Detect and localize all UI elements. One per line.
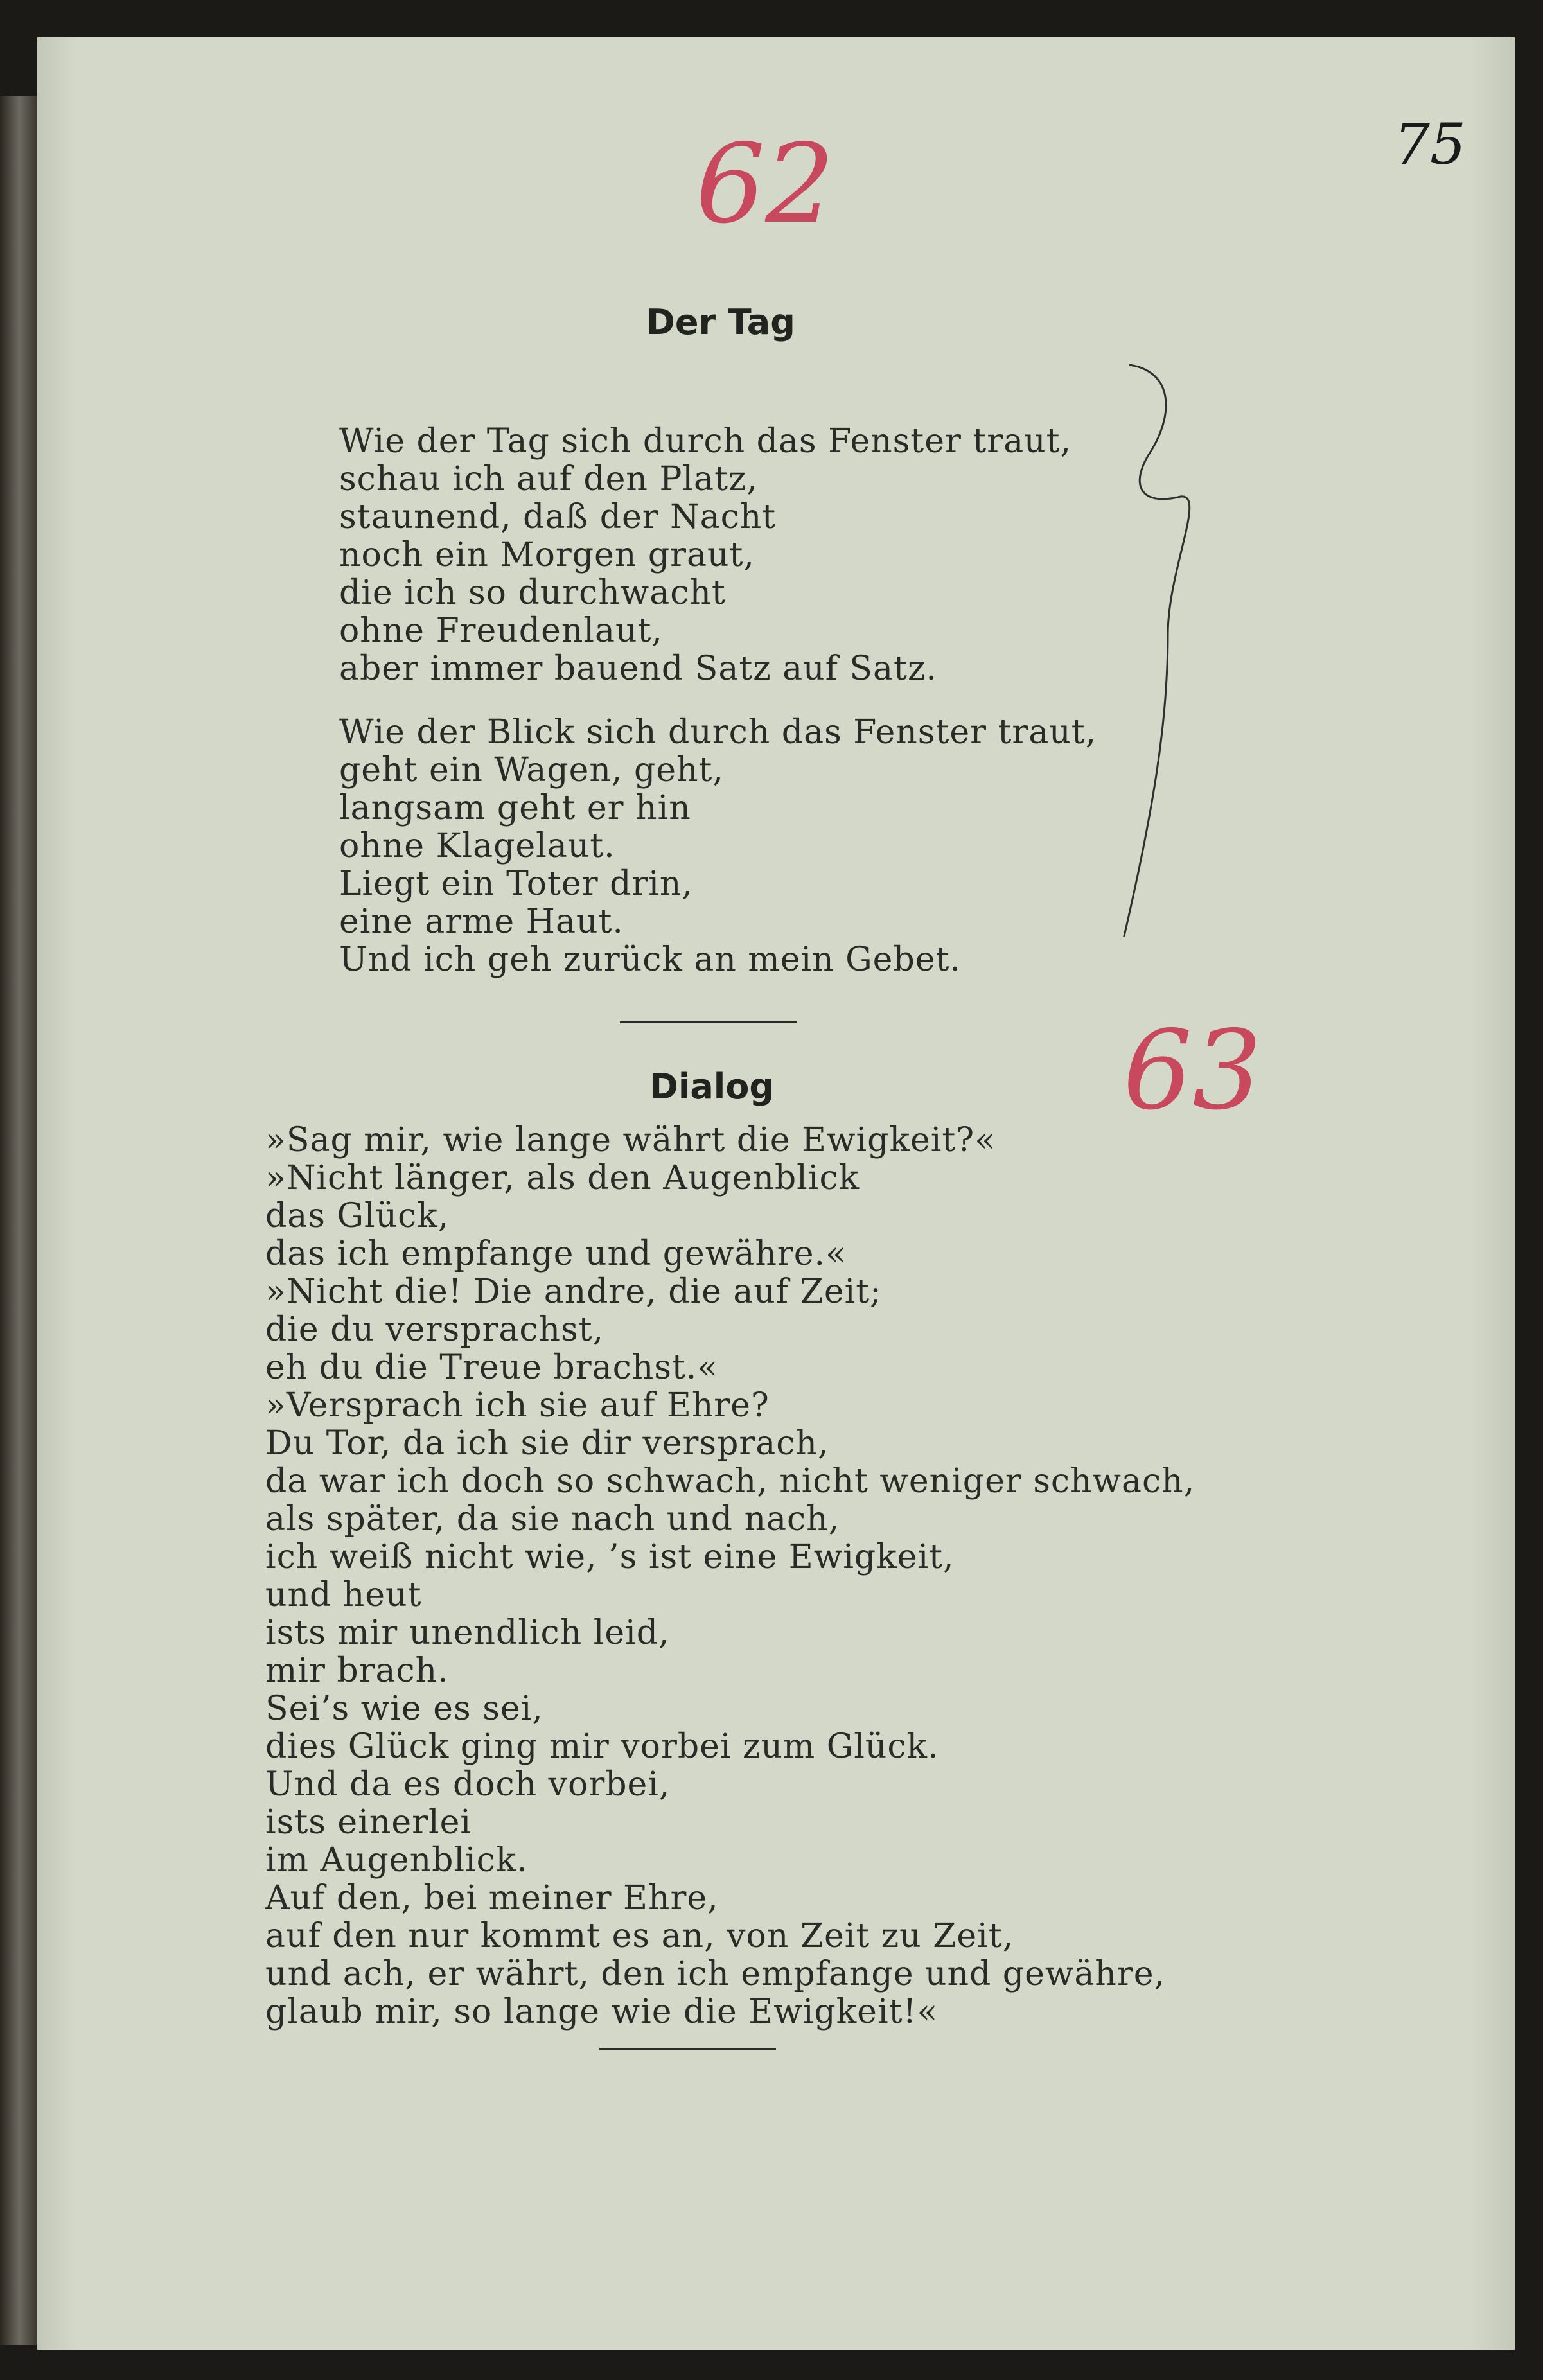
der-tag-line: ohne Klagelaut. [339,827,615,865]
der-tag-line: die ich so durchwacht [339,574,726,612]
der-tag-line: geht ein Wagen, geht, [339,751,724,789]
pencil-bracket-mark [1104,358,1232,937]
dialog-line: »Nicht die! Die andre, die auf Zeit; [265,1273,882,1311]
dialog-line: ich weiß nicht wie, ’s ist eine Ewigkeit, [265,1538,955,1576]
poem-title-dialog: Dialog [649,1066,775,1107]
dialog-line: und ach, er währt, den ich empfange und gewähre, [265,1955,1166,1993]
dialog-line: ists mir unendlich leid, [265,1614,670,1652]
handwritten-page-number: 75 [1394,111,1466,177]
der-tag-line: Wie der Blick sich durch das Fenster traut, [339,713,1097,752]
dialog-line: Du Tor, da ich sie dir versprach, [265,1424,829,1463]
dialog-line: dies Glück ging mir vorbei zum Glück. [265,1727,939,1766]
der-tag-line: Liegt ein Toter drin, [339,865,693,903]
dialog-line: mir brach. [265,1652,449,1690]
der-tag-line: eine arme Haut. [339,903,624,941]
der-tag-line: Und ich geh zurück an mein Gebet. [339,940,961,979]
poem-der-tag [339,423,1097,979]
der-tag-line: noch ein Morgen graut, [339,536,755,574]
dialog-line: und heut [265,1576,422,1614]
dialog-line: auf den nur kommt es an, von Zeit zu Zeit, [265,1917,1014,1955]
dialog-line: eh du die Treue brachst.« [265,1348,719,1387]
der-tag-line: langsam geht er hin [339,789,691,827]
dialog-line: »Nicht länger, als den Augenblick [265,1159,860,1197]
dialog-line: Sei’s wie es sei, [265,1689,543,1728]
dialog-line: ists einerlei [265,1803,472,1842]
der-tag-line: ohne Freudenlaut, [339,612,663,650]
section-divider-1 [620,1021,797,1023]
dialog-line: »Sag mir, wie lange währt die Ewigkeit?« [265,1121,996,1159]
der-tag-line: schau ich auf den Platz, [339,460,758,498]
dialog-line: glaub mir, so lange wie die Ewigkeit!« [265,1993,939,2031]
poem-title-der-tag: Der Tag [646,302,795,342]
red-pencil-number-mid: 63 [1123,1007,1262,1134]
paper-page [37,37,1515,2350]
der-tag-line: aber immer bauend Satz auf Satz. [339,649,937,688]
dialog-line: die du versprachst, [265,1310,604,1349]
dialog-line: das Glück, [265,1197,450,1235]
red-pencil-number-top: 62 [696,121,835,248]
book-spine [0,96,37,2345]
der-tag-line: staunend, daß der Nacht [339,498,777,536]
dialog-line: Und da es doch vorbei, [265,1765,671,1804]
poem-dialog [265,1122,1195,2031]
dialog-line: im Augenblick. [265,1841,528,1880]
dialog-line: »Versprach ich sie auf Ehre? [265,1386,770,1425]
dialog-line: als später, da sie nach und nach, [265,1500,840,1538]
dialog-line: da war ich doch so schwach, nicht weniger schwach, [265,1462,1195,1501]
dialog-line: Auf den, bei meiner Ehre, [265,1879,719,1917]
der-tag-line: Wie der Tag sich durch das Fenster traut, [339,422,1072,461]
dialog-line: das ich empfange und gewähre.« [265,1235,847,1273]
section-divider-2 [599,2048,776,2050]
der-tag-stanza-break [339,688,1097,714]
